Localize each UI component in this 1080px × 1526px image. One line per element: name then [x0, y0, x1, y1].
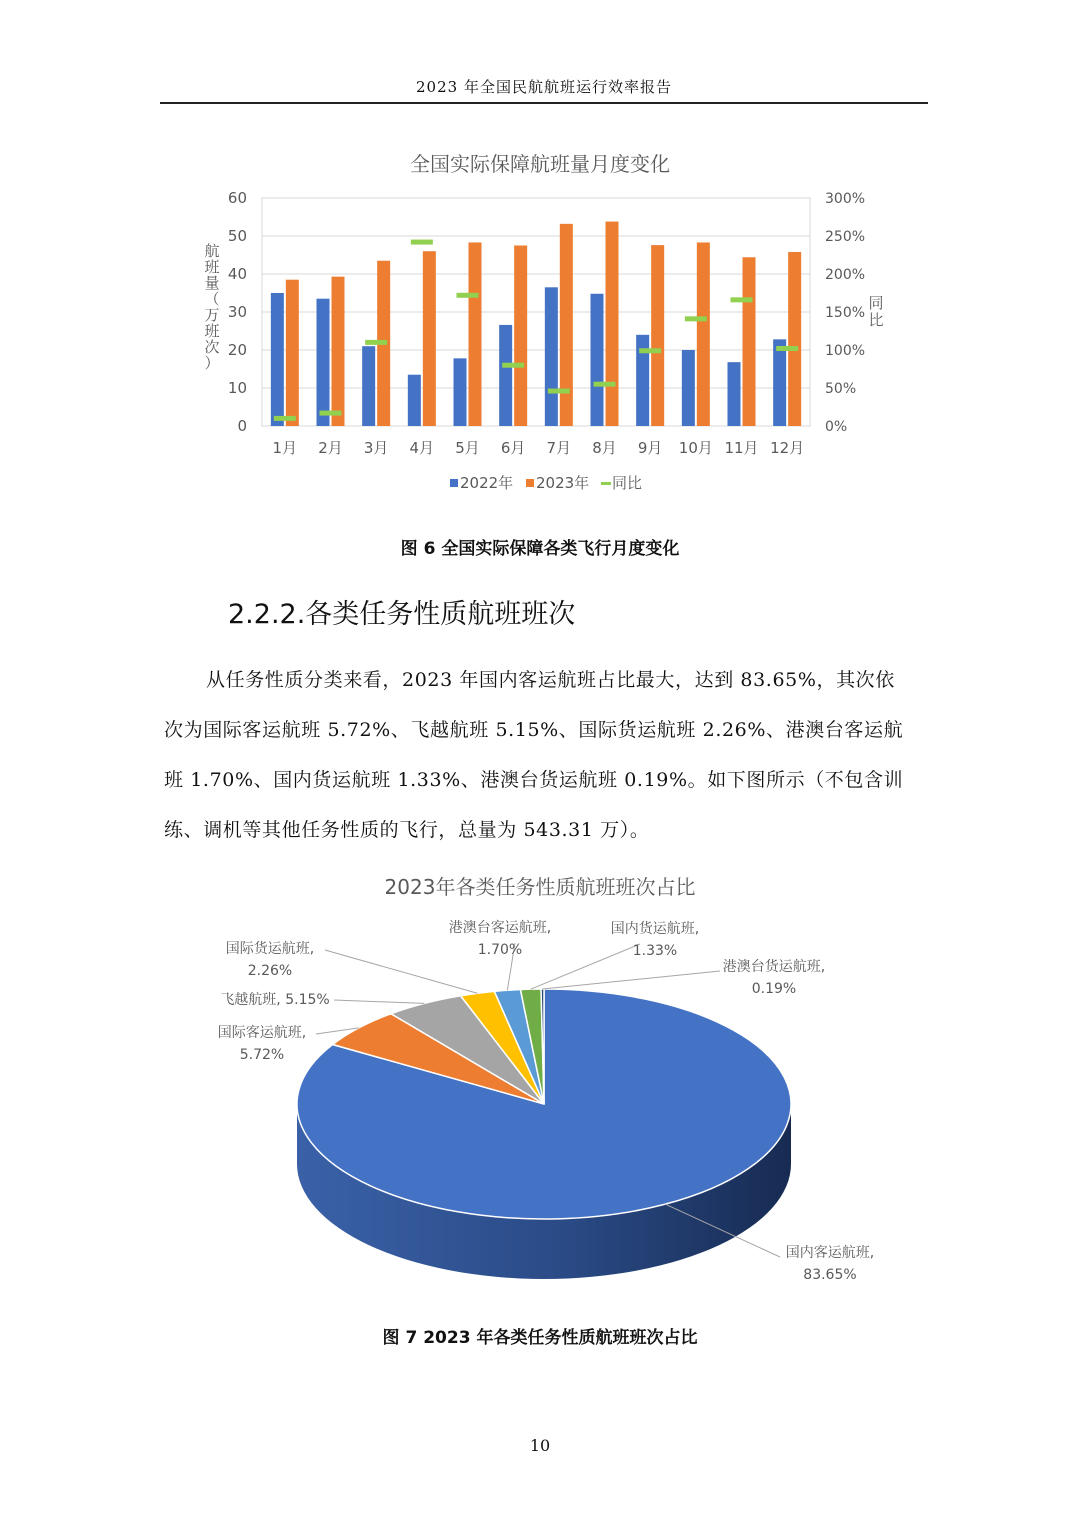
header-rule	[160, 102, 928, 104]
pie-label	[226, 940, 314, 979]
pie-chart-title: 2023年各类任务性质航班班次占比	[384, 875, 696, 899]
x-tick-label: 3月	[363, 439, 389, 457]
bar-chart-y-axis-label	[204, 242, 219, 372]
x-tick-label: 1月	[272, 439, 298, 457]
x-tick-label: 5月	[455, 439, 480, 457]
leader-line	[334, 1000, 424, 1003]
y-axis-label: 航班量（万班次）	[204, 242, 220, 372]
pie-label-name: 港澳台货运航班,	[722, 959, 826, 975]
yoy-marker	[776, 346, 798, 351]
bar-chart-yoy-markers	[274, 240, 798, 421]
yoy-marker	[320, 411, 342, 416]
x-tick-label: 7月	[546, 439, 572, 457]
pie-label	[218, 1025, 306, 1063]
bar-chart-title: 全国实际保障航班量月度变化	[410, 152, 670, 176]
bar-2023	[697, 242, 710, 426]
page-header: 2023 年全国民航航班运行效率报告	[416, 78, 672, 96]
x-tick-label: 11月	[724, 439, 759, 457]
y2-tick-label: 200%	[825, 267, 866, 283]
pie-label	[786, 1244, 874, 1283]
x-tick-label: 2月	[318, 439, 343, 457]
bar-2022	[545, 287, 558, 426]
bar-chart-right-axis-ticks	[825, 191, 865, 435]
legend-swatch	[450, 479, 458, 487]
y2-axis-label: 同比	[868, 294, 884, 329]
bar-2022	[773, 339, 786, 426]
x-tick-label: 9月	[637, 439, 663, 457]
legend-item	[601, 474, 642, 492]
monthly-flights-bar-chart	[0, 180, 1080, 510]
x-tick-label: 12月	[770, 439, 805, 457]
pie-label-value: 1.33%	[632, 943, 678, 959]
y-tick-label: 0	[237, 417, 247, 435]
bar-2023	[332, 277, 345, 426]
legend-item	[526, 474, 589, 492]
legend-swatch	[601, 482, 611, 485]
pie-label-value: 1.70%	[477, 942, 523, 958]
paragraph-line: 次为国际客运航班 5.72%、飞越航班 5.15%、国际货运航班 2.26%、港澳台客运航	[164, 719, 904, 741]
legend-item	[450, 474, 513, 492]
yoy-marker	[365, 340, 387, 345]
bar-chart-x-axis-ticks	[273, 439, 805, 457]
pie-label-value: 5.72%	[239, 1047, 285, 1063]
bar-2023	[514, 246, 527, 427]
y-tick-label: 20	[227, 341, 247, 359]
y2-tick-label: 50%	[825, 381, 857, 397]
legend-swatch	[526, 479, 534, 487]
y-tick-label: 50	[227, 227, 247, 245]
yoy-marker	[639, 348, 661, 353]
bar-2023	[651, 245, 664, 426]
yoy-marker	[685, 316, 707, 321]
x-tick-label: 8月	[592, 439, 617, 457]
bar-2023	[560, 224, 573, 426]
y-tick-label: 40	[227, 265, 247, 283]
yoy-marker	[594, 382, 616, 387]
bar-2022	[362, 346, 375, 426]
pie-label-name: 港澳台客运航班,	[448, 920, 552, 936]
pie-label-value: 0.19%	[751, 981, 797, 997]
legend-label: 同比	[612, 474, 643, 492]
leader-line	[531, 944, 640, 989]
bar-2022	[454, 358, 467, 426]
pie-label-name: 飞越航班, 5.15%	[220, 992, 330, 1008]
bar-2023	[286, 280, 299, 426]
pie-label-name: 国际客运航班,	[217, 1025, 307, 1041]
legend-label: 2023年	[536, 474, 590, 492]
pie-label	[723, 958, 825, 997]
bar-chart-left-axis-ticks	[228, 189, 247, 435]
y2-tick-label: 100%	[825, 343, 866, 359]
pie-label-name: 国内客运航班,	[785, 1245, 875, 1261]
pie-label-name: 国际货运航班,	[225, 941, 315, 957]
paragraph-line: 从任务性质分类来看，2023 年国内客运航班占比最大，达到 83.65%，其次依	[206, 669, 895, 691]
bar-2023	[743, 257, 756, 426]
y-tick-label: 30	[227, 303, 247, 321]
bar-2023	[469, 242, 482, 426]
leader-line	[325, 950, 477, 993]
paragraph-line: 班 1.70%、国内货运航班 1.33%、港澳台货运航班 0.19%。如下图所示（不包含训	[164, 769, 904, 791]
y2-tick-label: 0%	[825, 419, 848, 435]
legend-label: 2022年	[460, 474, 514, 492]
y-tick-label: 60	[227, 189, 247, 207]
yoy-marker	[457, 293, 479, 298]
bar-2022	[728, 362, 741, 426]
pie-label-value: 2.26%	[247, 963, 293, 979]
pie-label	[611, 920, 699, 959]
x-tick-label: 10月	[678, 439, 713, 457]
yoy-marker	[411, 240, 433, 245]
x-tick-label: 4月	[409, 439, 435, 457]
bar-chart-legend	[450, 474, 642, 492]
x-tick-label: 6月	[500, 439, 526, 457]
page-number: 10	[529, 1436, 551, 1455]
body-paragraph	[164, 655, 928, 855]
yoy-marker	[548, 389, 570, 394]
bar-2022	[408, 375, 421, 426]
bar-2022	[591, 294, 604, 426]
yoy-marker	[274, 416, 296, 421]
pie-label-value: 83.65%	[803, 1267, 857, 1283]
figure-6-caption: 图 6 全国实际保障各类飞行月度变化	[400, 539, 680, 559]
bar-chart-bars	[271, 222, 801, 426]
bar-2023	[606, 222, 619, 426]
bar-2022	[271, 293, 284, 426]
section-heading: 2.2.2.各类任务性质航班班次	[228, 599, 576, 630]
bar-2023	[423, 251, 436, 426]
bar-2022	[499, 325, 512, 426]
pie-label-name: 国内货运航班,	[610, 921, 700, 937]
pie-slices	[297, 989, 791, 1219]
y-tick-label: 10	[227, 379, 247, 397]
bar-2022	[682, 350, 695, 426]
pie-label	[449, 920, 551, 958]
y2-tick-label: 250%	[825, 229, 866, 245]
bar-2022	[317, 299, 330, 426]
bar-chart-y2-axis-label	[868, 294, 883, 329]
pie-label	[220, 991, 329, 1008]
y2-tick-label: 300%	[825, 191, 866, 207]
yoy-marker	[502, 363, 524, 368]
yoy-marker	[731, 297, 753, 302]
figure-7-caption: 图 7 2023 年各类任务性质航班班次占比	[382, 1328, 698, 1348]
paragraph-line: 练、调机等其他任务性质的飞行，总量为 543.31 万）。	[164, 819, 650, 841]
bar-2023	[788, 252, 801, 426]
y2-tick-label: 150%	[825, 305, 866, 321]
task-type-pie-chart	[0, 900, 1080, 1310]
